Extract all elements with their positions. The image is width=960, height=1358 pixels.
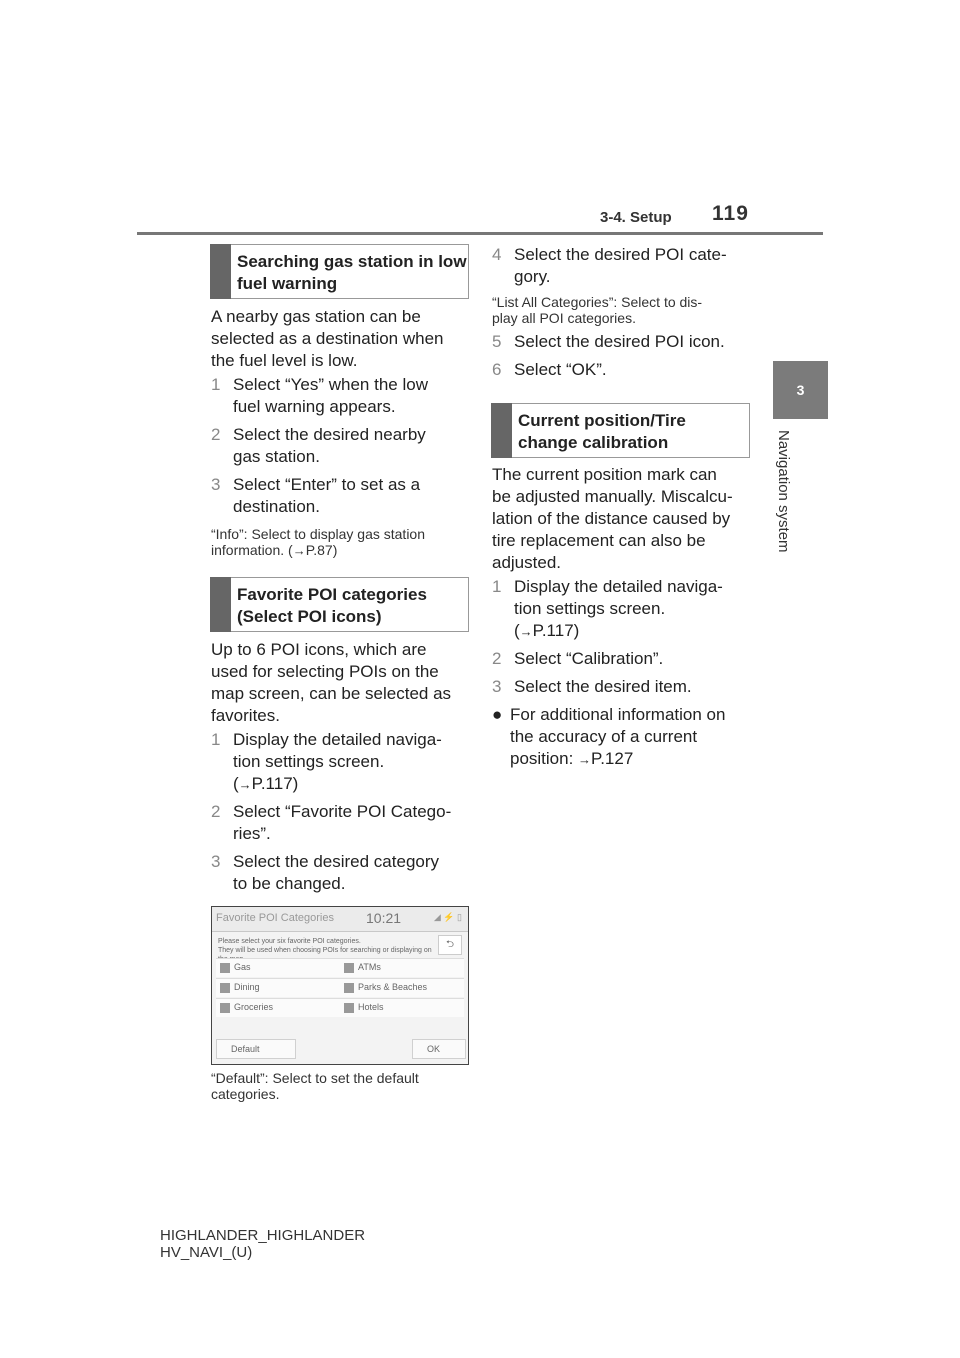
back-icon[interactable]: ⮌ [438,935,462,955]
poi-step-4 [492,244,762,288]
poi-item-parks[interactable] [340,978,464,997]
step-text [514,244,727,288]
header-divider [137,232,823,235]
poi-step-6 [492,359,762,381]
step-line: Display the detailed naviga- [233,730,442,749]
heading-line: Searching gas station in low [237,252,467,271]
poi-item-groceries[interactable] [216,998,340,1017]
hotel-icon [344,1003,354,1013]
step-number: 2 [211,425,221,444]
favorite-step-2 [211,801,471,845]
note-line [211,542,425,559]
step-line: Select “OK”. [514,360,607,379]
paragraph-line: used for selecting POIs on the [211,662,439,681]
step-line: Select “Calibration”. [514,649,664,668]
step-line: tion settings screen. [233,752,385,771]
instruction-line: Please select your six favorite POI categories. [218,938,361,945]
step-number: 5 [492,332,502,351]
note-line: “Default”: Select to set the default [211,1070,419,1086]
poi-item-label: ATMs [358,962,381,972]
step-line: Select the desired POI cate- [514,245,727,264]
default-note [211,1070,419,1102]
bullet-line [510,748,725,771]
poi-item-label: Hotels [358,1002,384,1012]
step-text [514,576,723,643]
heading-bar [491,403,512,458]
step-text [233,474,420,518]
step-line: (→P.117) [233,774,299,793]
gas-info-note [211,526,425,559]
calibration-step-3 [492,676,762,698]
heading-line: Favorite POI categories [237,585,427,604]
calibration-intro-paragraph [492,464,733,574]
section-heading-favorite-poi [210,577,469,632]
poi-step-5 [492,331,762,353]
gas-step-1 [211,374,471,418]
groceries-icon [220,1003,230,1013]
ok-button[interactable]: OK [412,1039,466,1059]
note-line: play all POI categories. [492,310,636,326]
screen-status-bar [212,907,468,932]
step-line: to be changed. [233,874,346,893]
step-line: tion settings screen. [514,599,666,618]
heading-text [237,251,467,295]
step-line: ries”. [233,824,271,843]
calibration-step-1 [492,576,762,642]
note-text: information. ( [211,542,293,558]
step-text [514,359,607,381]
paragraph-line: map screen, can be selected as [211,684,452,703]
step-line: Select “Yes” when the low [233,375,428,394]
step-number: 3 [211,852,221,871]
page-reference-link[interactable]: P.127 [591,749,634,768]
dining-icon [220,983,230,993]
paragraph-line: The current position mark can [492,465,717,484]
step-text [514,676,692,698]
step-line: gory. [514,267,551,286]
step-text [233,729,442,796]
bullet-line: For additional information on [510,705,726,724]
poi-item-atms[interactable] [340,958,464,977]
poi-item-label: Parks & Beaches [358,982,428,992]
paragraph-line: lation of the distance caused by [492,509,731,528]
step-line: Select “Favorite POI Catego- [233,802,452,821]
favorite-step-1 [211,729,471,795]
paragraph-line: A nearby gas station can be [211,307,421,326]
chapter-label-container [772,430,792,570]
heading-text [518,410,686,454]
gas-step-2 [211,424,471,468]
step-text [514,331,725,353]
arrow-right-icon: → [578,752,592,767]
section-heading-gas-station [210,244,469,299]
heading-bar [210,244,231,299]
bullet-text [510,704,725,771]
step-number: 3 [492,677,502,696]
step-line: Select “Enter” to set as a [233,475,421,494]
heading-text [237,584,427,628]
screen-title: Favorite POI Categories [216,912,334,924]
arrow-right-icon: → [519,624,533,639]
bullet-line: the accuracy of a current [510,727,698,746]
step-line: Select the desired category [233,852,440,871]
page-number: 119 [712,202,749,225]
step-number: 4 [492,245,502,264]
arrow-right-icon: → [292,543,306,558]
heading-line: (Select POI icons) [237,607,382,626]
step-text [233,374,428,418]
step-number: 2 [211,802,221,821]
step-text [233,424,426,468]
page-reference-link[interactable]: P.117) [251,774,299,793]
step-text [233,851,439,895]
gas-icon [220,963,230,973]
gas-step-3 [211,474,471,518]
step-line: Select the desired POI icon. [514,332,725,351]
document-footer [160,1227,365,1261]
step-line: destination. [233,497,320,516]
calibration-step-2 [492,648,762,670]
note-line: “List All Categories”: Select to dis- [492,294,703,310]
step-number: 2 [492,649,502,668]
calibration-bullet [492,704,762,770]
section-header: 3-4. Setup [600,209,672,226]
step-number: 1 [492,577,502,596]
list-all-note [492,294,702,326]
paragraph-line: selected as a destination when [211,329,444,348]
step-text [514,648,663,670]
chapter-tab: 3 [773,361,828,419]
paragraph-line: adjusted. [492,553,561,572]
poi-item-gas[interactable] [216,958,340,977]
favorite-poi-screenshot [211,906,469,1065]
chapter-label: Navigation system [775,430,792,553]
step-line: Select the desired nearby [233,425,426,444]
poi-item-hotels[interactable] [340,998,464,1017]
note-line: categories. [211,1086,280,1102]
step-line: Display the detailed naviga- [514,577,723,596]
footer-line: HV_NAVI_(U) [160,1244,253,1261]
default-button[interactable]: Default [216,1039,296,1059]
step-line: fuel warning appears. [233,397,396,416]
arrow-right-icon: → [238,777,252,792]
favorite-step-3 [211,851,471,895]
section-heading-calibration [491,403,750,458]
atm-icon [344,963,354,973]
paragraph-line: the fuel level is low. [211,351,358,370]
step-line: (→P.117) [514,621,580,640]
bullet-text-part: position: [510,749,579,768]
instruction-line: They will be used when choosing POIs for searching or displaying on [218,947,432,954]
gas-intro-paragraph [211,306,444,372]
poi-item-label: Groceries [234,1002,274,1012]
paragraph-line: be adjusted manually. Miscalcu- [492,487,733,506]
paragraph-line: favorites. [211,706,280,725]
step-number: 1 [211,375,221,394]
step-line: Select the desired item. [514,677,692,696]
favorite-intro-paragraph [211,639,451,727]
poi-item-label: Gas [234,962,251,972]
screen-clock: 10:21 [366,910,402,926]
step-number: 6 [492,360,502,379]
paragraph-line: Up to 6 POI icons, which are [211,640,427,659]
signal-icon: ◢ ⚡ ▯ [433,912,462,922]
step-number: 1 [211,730,221,749]
heading-bar [210,577,231,632]
step-text [233,801,451,845]
heading-line: change calibration [518,433,669,452]
poi-item-label: Dining [234,982,260,992]
bullet-icon: ● [492,705,503,724]
park-icon [344,983,354,993]
paragraph-line: tire replacement can also be [492,531,706,550]
step-line: gas station. [233,447,320,466]
heading-line: Current position/Tire [518,411,686,430]
footer-line: HIGHLANDER_HIGHLANDER [160,1227,366,1244]
note-line: “Info”: Select to display gas station [211,526,425,542]
poi-item-dining[interactable] [216,978,340,997]
step-number: 3 [211,475,221,494]
page-reference-link[interactable]: P.87) [305,542,338,558]
heading-line: fuel warning [237,274,338,293]
page-reference-link[interactable]: P.117) [532,621,580,640]
